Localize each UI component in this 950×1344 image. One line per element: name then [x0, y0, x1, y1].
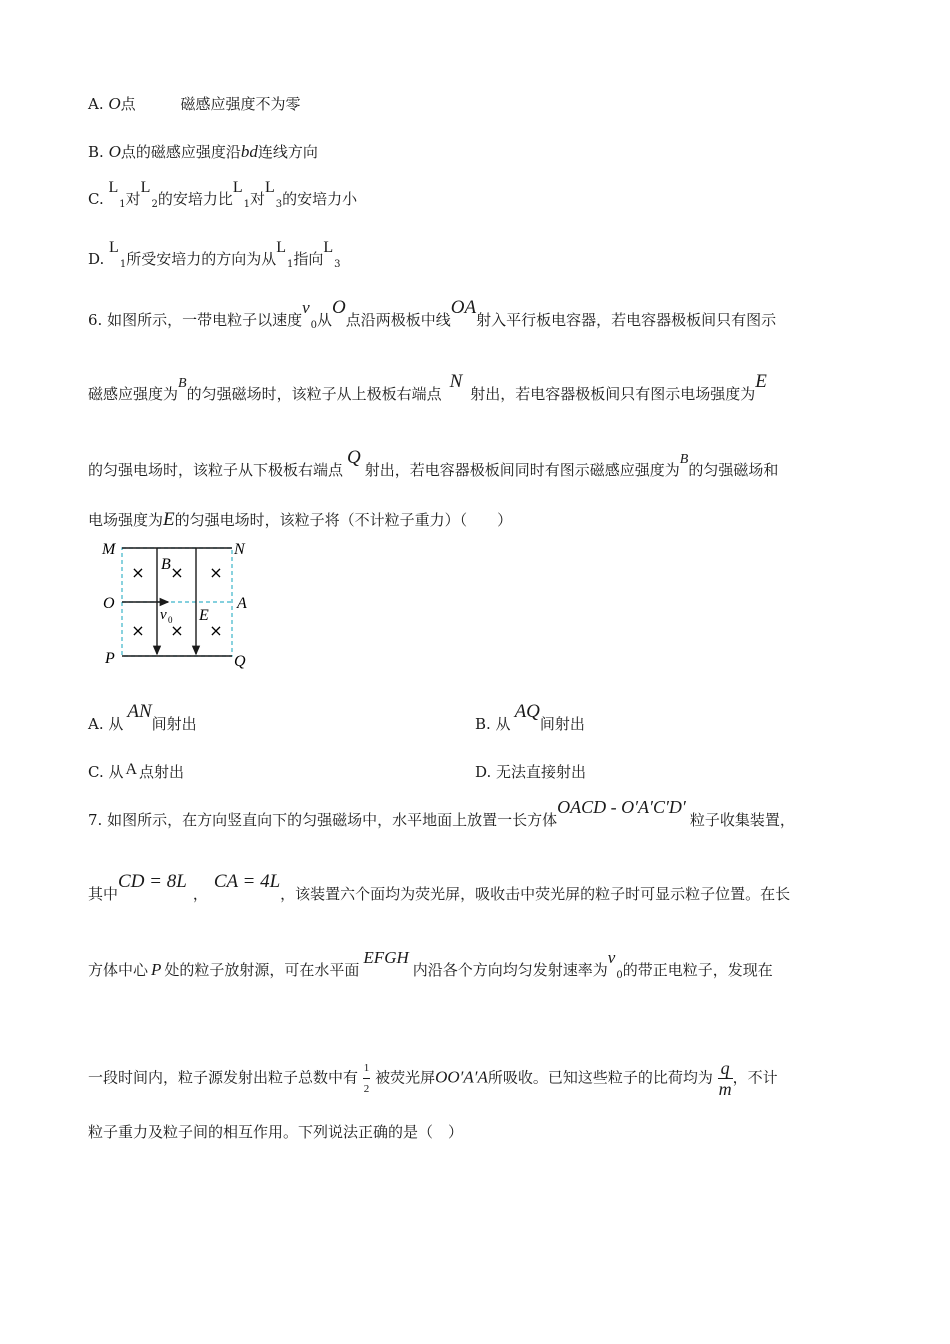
label-v-sub: 0 [168, 615, 173, 625]
q5-option-c: C. $L_1$对$L_2$的安培力比$L_1$对$L_3$的安培力小 [88, 179, 358, 210]
q6-line-4: 电场强度为E的匀强电场时，该粒子将（不计粒子重力）（ ） [88, 509, 513, 530]
cross-icon: × [170, 621, 184, 640]
q6-option-c: C. 从 A 点射出 [88, 761, 185, 781]
q6-option-d: D. 无法直接射出 [475, 763, 587, 781]
q5-option-d: D. $L_1$所受安培力的方向为从$L_1$指向$L_3$ [88, 239, 341, 270]
q5-option-b: B. O点的磁感应强度沿bd连线方向 [88, 142, 318, 161]
fraction-q-over-m: $\frac{q}{m}$ [718, 1058, 732, 1099]
cross-icon: × [131, 563, 145, 582]
label-o: O [103, 595, 115, 612]
q6-option-a: A. 从AN间射出 [88, 701, 197, 733]
q6-line-3: 的匀强电场时，该粒子从下极板右端点Q射出，若电容器极板间同时有图示磁感应强度为B的匀强磁场和 [88, 447, 779, 479]
label-m: M [102, 541, 116, 558]
q6-line-1: 6. 如图所示，一带电粒子以速度$v_0$从O点沿两极板中线OA射入平行板电容器，若电容器极板间只有图示 [88, 297, 777, 331]
label-q: Q [234, 653, 246, 670]
fraction-one-half: $\frac{1}{2}$ [363, 1058, 371, 1099]
q5-option-a: A. O点 磁感应强度不为零 [88, 94, 301, 113]
q7-line-4: 一段时间内，粒子源发射出粒子总数中有 $\frac{1}{2}$ 被荧光屏OO′A′A所吸收。已知这些粒子的比荷均为 $\frac{q}{m}$ ，不计 [88, 1058, 778, 1099]
label-p: P [105, 650, 115, 667]
label-e: E [199, 607, 209, 624]
q6-line-2: 磁感应强度为B的匀强磁场时，该粒子从上极板右端点N射出，若电容器极板间只有图示电场强度为E [88, 371, 767, 403]
label-v: v [160, 607, 167, 623]
q7-line-3: 方体中心 P 处的粒子放射源，可在水平面EFGH内沿各个方向均匀发射速率为$v_0$的带正电粒子，发现在 [88, 948, 773, 981]
cross-icon: × [170, 563, 184, 582]
cross-icon: × [209, 563, 223, 582]
q7-line-2: 其中CD = 8L，CA = 4L，该装置六个面均为荧光屏，吸收击中荧光屏的粒子时可显示粒子位置。在长 [88, 871, 791, 903]
q6-option-b: B. 从AQ间射出 [475, 701, 585, 733]
label-n: N [234, 541, 245, 558]
q7-line-5: 粒子重力及粒子间的相互作用。下列说法正确的是（ ） [88, 1123, 464, 1141]
label-b: B [161, 556, 171, 573]
capacitor-field-diagram [100, 536, 260, 672]
cross-icon: × [209, 621, 223, 640]
q7-line-1: 7. 如图所示，在方向竖直向下的匀强磁场中，水平地面上放置一长方体OACD - O′A′C′D′粒子收集装置， [88, 797, 795, 829]
label-a: A [237, 595, 247, 612]
cross-icon: × [131, 621, 145, 640]
